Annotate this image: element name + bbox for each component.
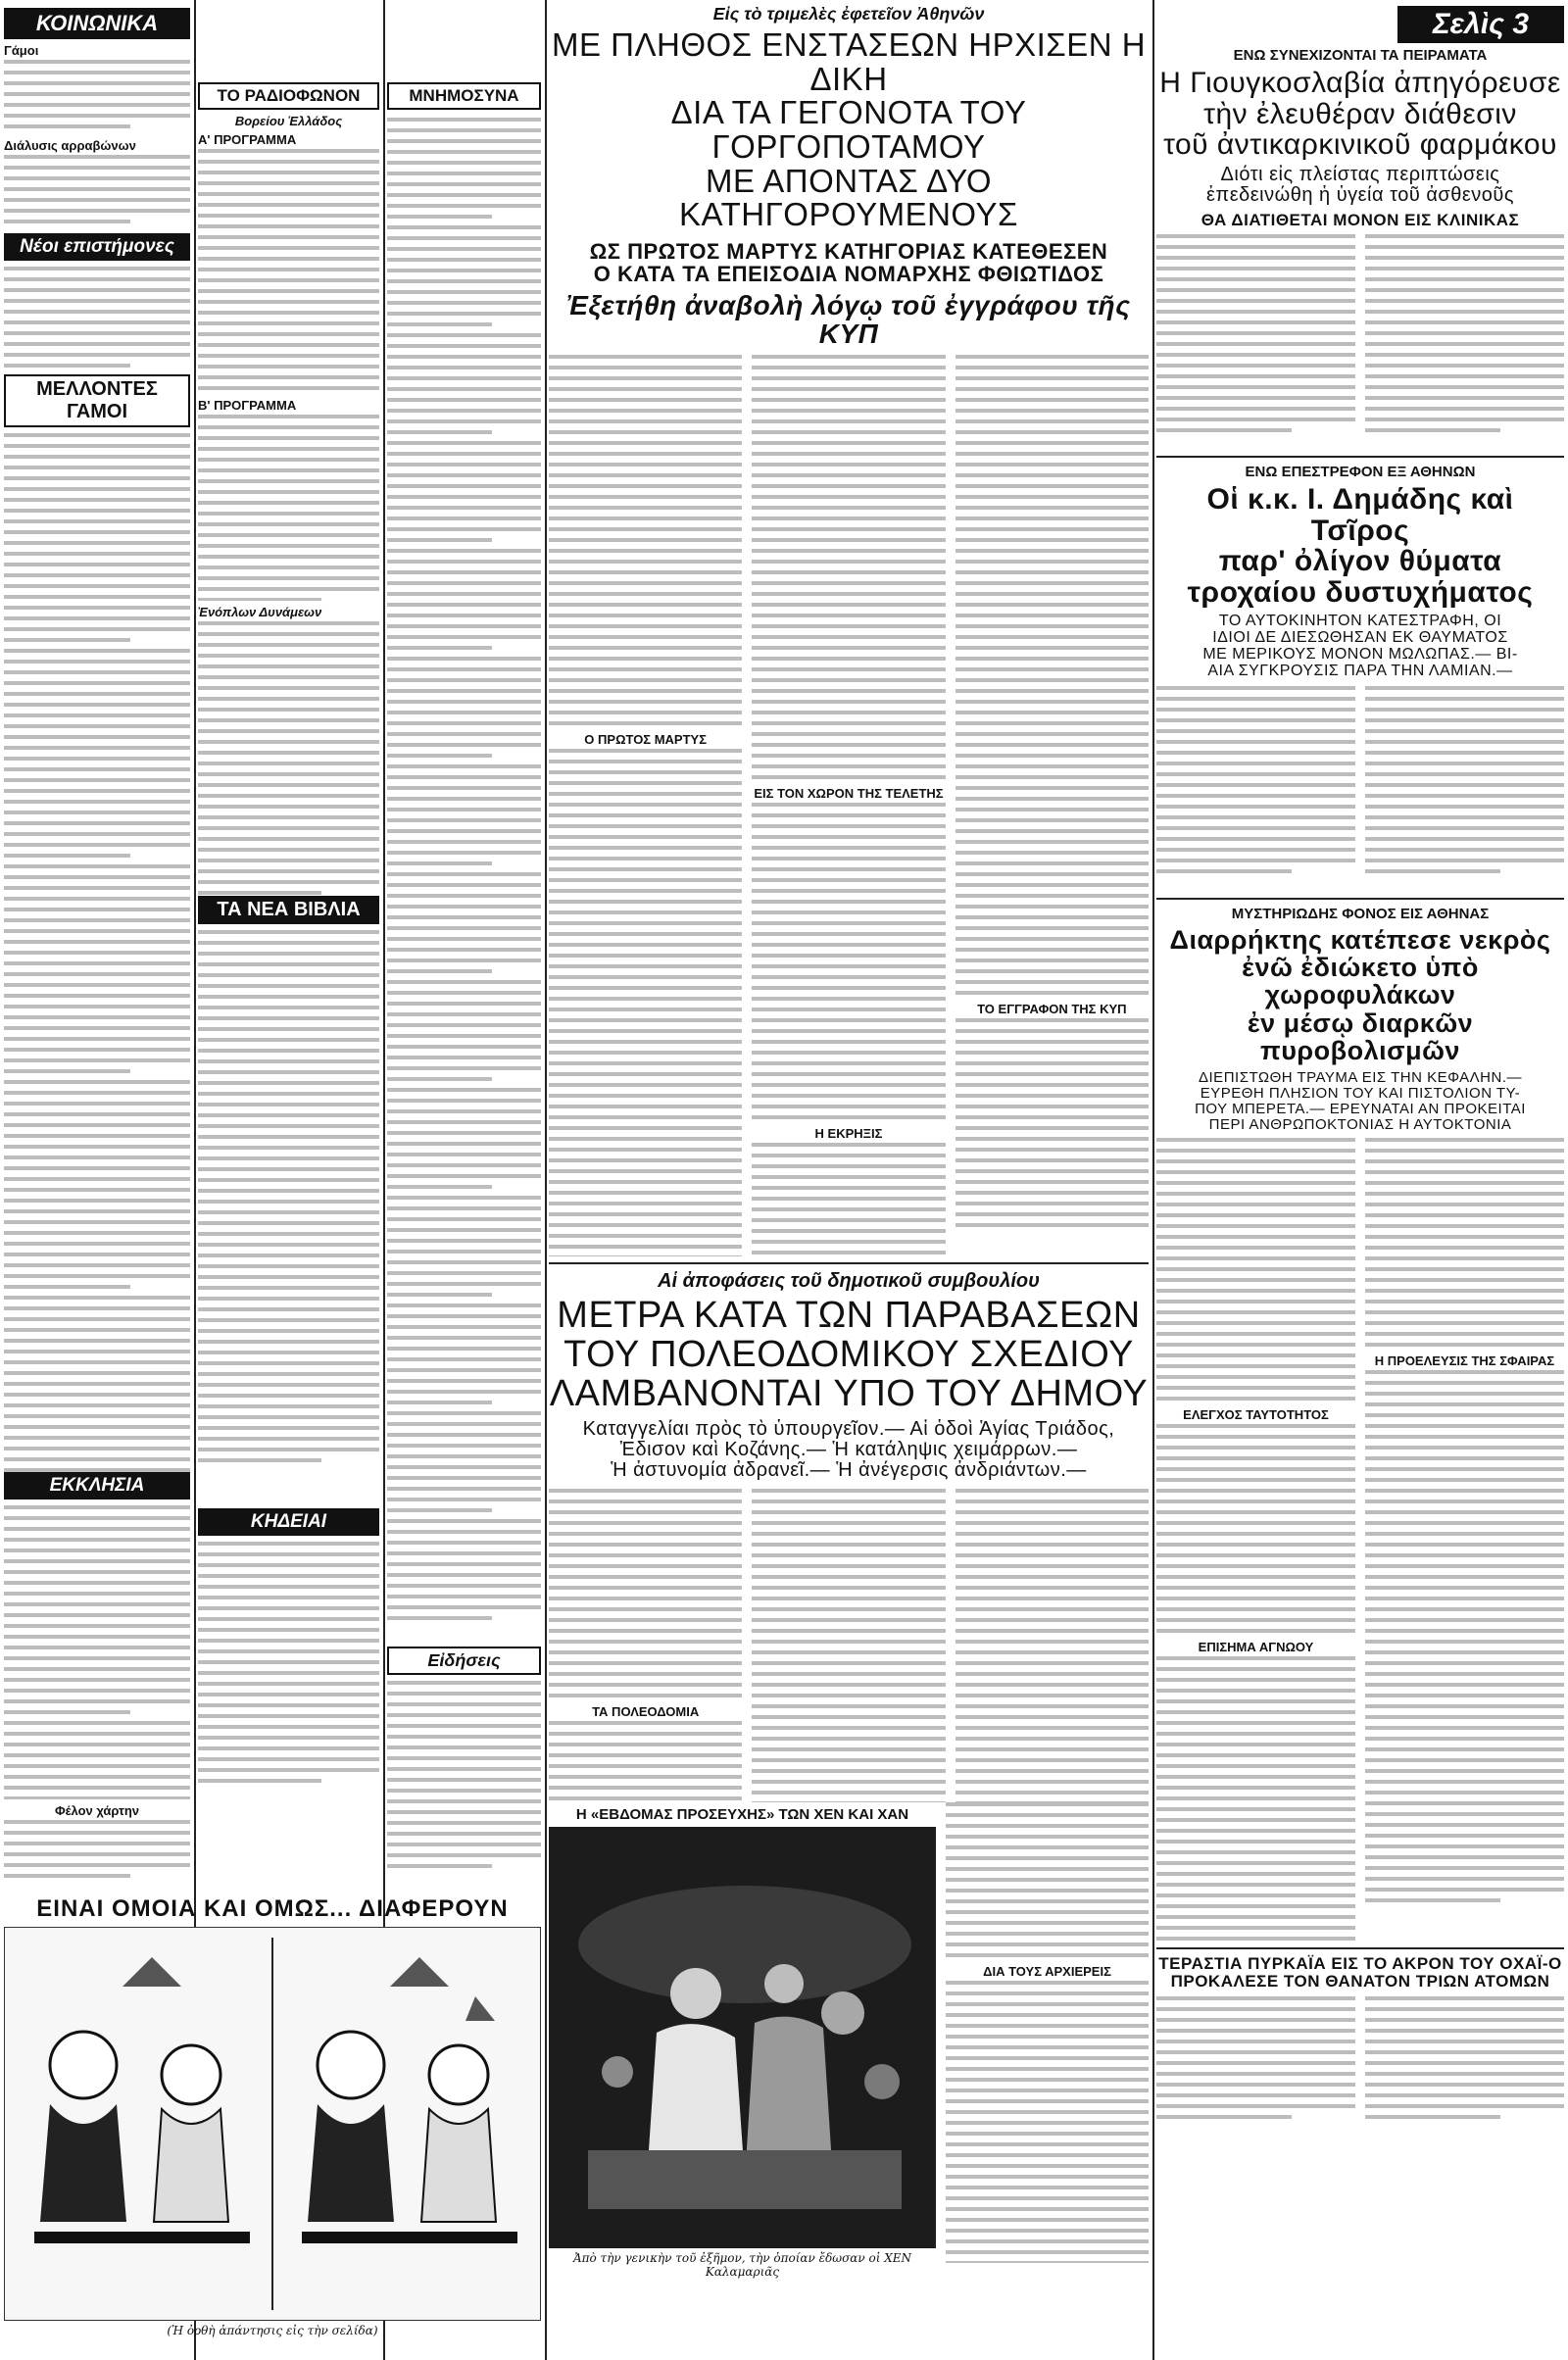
article-text	[4, 60, 190, 134]
heading-first-witness: Ο ΠΡΩΤΟΣ ΜΑΡΤΥΣ	[584, 731, 708, 747]
murder-headline-3: ἐν μέσῳ διαρκῶν πυροβολισμῶν	[1247, 1008, 1474, 1065]
fire-headline-2: ΠΡΟΚΑΛΕΣΕ ΤΟΝ ΘΑΝΑΤΟΝ ΤΡΙΩΝ ΑΤΟΜΩΝ	[1170, 1972, 1550, 1991]
page-number-label: Σελὶς 3	[1397, 6, 1564, 43]
heading-radio-north: Βορείου Ἑλλάδος	[234, 114, 343, 128]
article-text	[1365, 1996, 1564, 2134]
yugo-headline-3: τοῦ ἀντικαρκινικοῦ φαρμάκου	[1163, 128, 1557, 161]
clinics-subhead: ΘΑ ΔΙΑΤΙΘΕΤΑΙ ΜΟΝΟΝ ΕΙΣ ΚΛΙΝΙΚΑΣ	[1200, 210, 1520, 229]
article-text	[946, 1802, 1149, 2263]
trial-headline-3: ΜΕ ΑΠΟΝΤΑΣ ΔΥΟ ΚΑΤΗΓΟΡΟΥΜΕΝΟΥΣ	[679, 162, 1018, 233]
article-text	[198, 149, 379, 394]
divider	[1156, 1947, 1564, 1949]
council-headline-3: ΛΑΜΒΑΝΟΝΤΑΙ ΥΠΟ ΤΟΥ ΔΗΜΟΥ	[549, 1372, 1149, 1414]
article-text	[198, 621, 379, 896]
article-text	[1156, 1996, 1355, 2134]
cartoon-title: ΕΙΝΑΙ ΟΜΟΙΑ ΚΑΙ ΟΜΩΣ... ΔΙΑΦΕΡΟΥΝ	[36, 1895, 509, 1922]
council-deck-3: Ἡ ἀστυνομία ἀδρανεῖ.— Ἡ ἀνέγερσις ἀνδριάντων.—	[611, 1459, 1087, 1482]
article-text	[4, 1505, 190, 1799]
yugo-deck-1: Διότι εἰς πλείστας περιπτώσεις	[1220, 163, 1500, 185]
divider	[549, 1262, 1149, 1264]
section-new-scientists: Νέοι επιστήμονες	[4, 233, 190, 261]
article-text	[956, 1489, 1149, 1802]
trial-headline-2: ΔΙΑ ΤΑ ΓΕΓΟΝΟΤΑ ΤΟΥ ΓΟΡΓΟΠΟΤΑΜΟΥ	[670, 94, 1027, 165]
article-text	[752, 1489, 945, 1802]
yugo-headline-2: τὴν ἐλευθέραν διάθεσιν	[1203, 97, 1517, 130]
yugo-deck-2: ἐπεδεινώθη ἡ ὑγεία τοῦ ἀσθενοῦς	[1205, 183, 1514, 206]
column-rule	[1152, 0, 1154, 2360]
fire-article	[1156, 1996, 1564, 2134]
heading-lost: Φέλον χάρτην	[54, 1803, 140, 1818]
section-memorials: ΜΝΗΜΟΣΥΝΑ	[387, 82, 541, 110]
cartoon-drawing	[5, 1928, 540, 2318]
heading-unknown: ΕΠΙΣΗΜΑ ΑΓΝΩΟΥ	[1198, 1640, 1314, 1655]
column-memorials	[387, 0, 541, 1887]
photo-block	[549, 1802, 936, 2279]
trial-article	[549, 355, 1149, 1256]
yugo-headline-1: Η Γιουγκοσλαβία ἀπηγόρευσε	[1159, 67, 1561, 99]
trial-headline-1: ΜΕ ΠΛΗΘΟΣ ΕΝΣΤΑΣΕΩΝ ΗΡΧΙΣΕΝ Η ΔΙΚΗ	[551, 26, 1147, 97]
section-social: ΚΟΙΝΩΝΙΚΑ	[4, 8, 190, 39]
council-headline-1: ΜΕΤΡΑ ΚΑΤΑ ΤΩΝ ΠΑΡΑΒΑΣΕΩΝ	[557, 1294, 1141, 1336]
murder-deck-2: ΕΥΡΕΘΗ ΠΛΗΣΙΟΝ ΤΟΥ ΚΑΙ ΠΙΣΤΟΛΙΟΝ ΤΥ-	[1200, 1085, 1521, 1102]
fire-headline-1: ΤΕΡΑΣΤΙΑ ΠΥΡΚΑΪΑ ΕΙΣ ΤΟ ΑΚΡΟΝ ΤΟΥ ΟΧΑΪ-Ο	[1158, 1954, 1562, 1974]
murder-headline-1: Διαρρήκτης κατέπεσε νεκρὸς	[1169, 924, 1551, 955]
trial-deck-3: Ἐξετήθη ἀναβολὴ λόγῳ τοῦ ἐγγράφου τῆς ΚΥΠ	[566, 290, 1131, 350]
section-future-weddings: ΜΕΛΛΟΝΤΕΣ ΓΑΜΟΙ	[4, 374, 190, 427]
cartoon-illustration	[4, 1927, 541, 2321]
accident-headline-2: παρ' ὀλίγον θύματα	[1218, 545, 1502, 578]
trial-deck-1: ΩΣ ΠΡΩΤΟΣ ΜΑΡΤΥΣ ΚΑΤΗΓΟΡΙΑΣ ΚΑΤΕΘΕΣΕΝ	[589, 238, 1108, 264]
accident-deck-4: ΑΙΑ ΣΥΓΚΡΟΥΣΙΣ ΠΑΡΑ ΤΗΝ ΛΑΜΙΑΝ.—	[1207, 662, 1513, 679]
column-rule	[545, 0, 547, 2360]
accident-deck-1: ΤΟ ΑΥΤΟΚΙΝΗΤΟΝ ΚΑΤΕΣΤΡΑΦΗ, ΟΙ	[1218, 613, 1502, 630]
cartoon-box	[4, 1892, 541, 2352]
divider	[1156, 456, 1564, 458]
article-text	[956, 355, 1149, 1256]
section-church: ΕΚΚΛΗΣΙΑ	[4, 1472, 190, 1500]
heading-identity-check: ΕΛΕΓΧΟΣ ΤΑΥΤΟΤΗΤΟΣ	[1183, 1407, 1329, 1423]
article-text	[1156, 686, 1355, 892]
page-label-row	[1156, 6, 1564, 43]
article-text	[1365, 234, 1564, 450]
article-text	[752, 355, 945, 1256]
accident-deck-3: ΜΕ ΜΕΡΙΚΟΥΣ ΜΟΝΟΝ ΜΩΛΩΠΑΣ.— ΒΙ-	[1202, 645, 1518, 663]
council-deck-2: Ἐδισον καὶ Κοζάνης.— Ἡ κατάληψις χειμάρρων.—	[619, 1439, 1078, 1461]
article-text	[1365, 686, 1564, 892]
photo-image	[549, 1827, 936, 2248]
murder-deck-1: ΔΙΕΠΙΣΤΩΘΗ ΤΡΑΥΜΑ ΕΙΣ ΤΗΝ ΚΕΦΑΛΗΝ.—	[1199, 1069, 1522, 1087]
article-text	[4, 267, 190, 374]
accident-headline-3: τροχαίου δυστυχήματος	[1187, 575, 1534, 609]
heading-engagement-breakups: Διάλυσις αρραβώνων	[4, 138, 136, 153]
heading-bullet-origin: Η ΠΡΟΕΛΕΥΣΙΣ ΤΗΣ ΣΦΑΙΡΑΣ	[1374, 1353, 1555, 1369]
murder-headline-2: ἐνῶ ἐδιώκετο ὑπὸ χωροφυλάκων	[1242, 952, 1479, 1010]
return-kicker: ΕΝΩ ΕΠΕΣΤΡΕΦΟΝ ΕΞ ΑΘΗΝΩΝ	[1245, 464, 1476, 481]
photo-row	[549, 1802, 1149, 2279]
article-text	[1156, 1138, 1355, 1942]
trial-kicker: Εἰς τὸ τριμελὲς ἐφετεῖον Ἀθηνῶν	[712, 4, 985, 24]
heading-kyp-document: ΤΟ ΕΓΓΡΑΦΟΝ ΤΗΣ ΚΥΠ	[977, 1001, 1127, 1016]
council-headline-2: ΤΟΥ ΠΟΛΕΟΔΟΜΙΚΟΥ ΣΧΕΔΙΟΥ	[564, 1333, 1134, 1375]
murder-deck-4: ΠΕΡΙ ΑΝΘΡΩΠΟΚΤΟΝΙΑΣ Η ΑΥΤΟΚΤΟΝΙΑ	[1208, 1115, 1512, 1133]
council-kicker: Αἱ ἀποφάσεις τοῦ δημοτικοῦ συμβουλίου	[658, 1269, 1040, 1292]
experiments-kicker: ΕΝΩ ΣΥΝΕΧΙΖΟΝΤΑΙ ΤΑ ΠΕΙΡΑΜΑΤΑ	[1233, 47, 1488, 64]
heading-program-b: Β' ΠΡΟΓΡΑΜΜΑ	[198, 398, 297, 413]
heading-program-a: Α' ΠΡΟΓΡΑΜΜΑ	[198, 132, 297, 147]
article-text	[198, 930, 379, 1508]
section-radio: ΤΟ ΡΑΔΙΟΦΩΝΟΝ	[198, 82, 379, 110]
article-text	[1156, 234, 1355, 450]
photo-prayer-week	[549, 1827, 936, 2248]
photo-caption: Ἀπὸ τὴν γενικὴν τοῦ ἐξῆμον, τὴν ὁποίαν ἔδωσαν οἱ ΧΕΝ Καλαμαριᾶς	[572, 2251, 912, 2280]
article-text	[4, 433, 190, 1472]
accident-headline-1: Οἱ κ.κ. Ι. Δημάδης καὶ Τσῖρος	[1206, 483, 1514, 547]
heading-urban-planning: ΤΑ ΠΟΛΕΟΔΟΜΙΑ	[592, 1704, 700, 1720]
heading-explosion: Η ΕΚΡΗΞΙΣ	[814, 1125, 883, 1141]
trial-deck-2: Ο ΚΑΤΑ ΤΑ ΕΠΕΙΣΟΔΙΑ ΝΟΜΑΡΧΗΣ ΦΘΙΩΤΙΔΟΣ	[593, 261, 1104, 286]
article-text	[387, 118, 541, 1647]
section-funerals: ΚΗΔΕΙΑΙ	[198, 1508, 379, 1536]
heading-ceremony: ΕΙΣ ΤΟΝ ΧΩΡΟΝ ΤΗΣ ΤΕΛΕΤΗΣ	[754, 785, 944, 801]
murder-article	[1156, 1138, 1564, 1942]
section-new-books: ΤΑ ΝΕΑ ΒΙΒΛΙΑ	[198, 896, 379, 924]
council-article	[549, 1489, 1149, 1802]
divider	[1156, 898, 1564, 900]
heading-weddings: Γάμοι	[4, 43, 39, 58]
yugo-article	[1156, 234, 1564, 450]
column-right	[1156, 0, 1564, 2360]
article-text	[549, 1489, 742, 1802]
section-announcements: Εἰδήσεις	[387, 1647, 541, 1675]
heading-armed-forces: Ἐνόπλων Δυνάμεων	[198, 605, 322, 619]
column-center	[549, 0, 1149, 2360]
article-text	[549, 355, 742, 1256]
article-text	[4, 1820, 190, 1879]
article-text	[198, 415, 379, 601]
murder-deck-3: ΠΟΥ ΜΠΕΡΕΤΑ.— ΕΡΕΥΝΑΤΑΙ ΑΝ ΠΡΟΚΕΙΤΑΙ	[1195, 1100, 1526, 1117]
accident-deck-2: ΙΔΙΟΙ ΔΕ ΔΙΕΣΩΘΗΣΑΝ ΕΚ ΘΑΥΜΑΤΟΣ	[1212, 629, 1508, 647]
murder-kicker: ΜΥΣΤΗΡΙΩΔΗΣ ΦΟΝΟΣ ΕΙΣ ΑΘΗΝΑΣ	[1231, 905, 1490, 922]
article-text	[387, 1681, 541, 1887]
article-text	[198, 1542, 379, 1806]
accident-article	[1156, 686, 1564, 892]
photo-title: Η «ΕΒΔΟΜΑΣ ΠΡΟΣΕΥΧΗΣ» ΤΩΝ ΧΕΝ ΚΑΙ ΧΑΝ	[575, 1806, 909, 1824]
cartoon-caption: (Ἡ ὀρθὴ ἀπάντησις εἰς τὴν σελίδα)	[167, 2324, 378, 2337]
article-text	[1365, 1138, 1564, 1942]
article-text	[4, 155, 190, 233]
council-deck-1: Καταγγελίαι πρὸς τὸ ὑπουργεῖον.— Αἱ ὁδοὶ Ἁγίας Τριάδος,	[582, 1418, 1115, 1441]
heading-bishops: ΔΙΑ ΤΟΥΣ ΑΡΧΙΕΡΕΙΣ	[983, 1964, 1111, 1980]
column-radio	[198, 0, 379, 1887]
